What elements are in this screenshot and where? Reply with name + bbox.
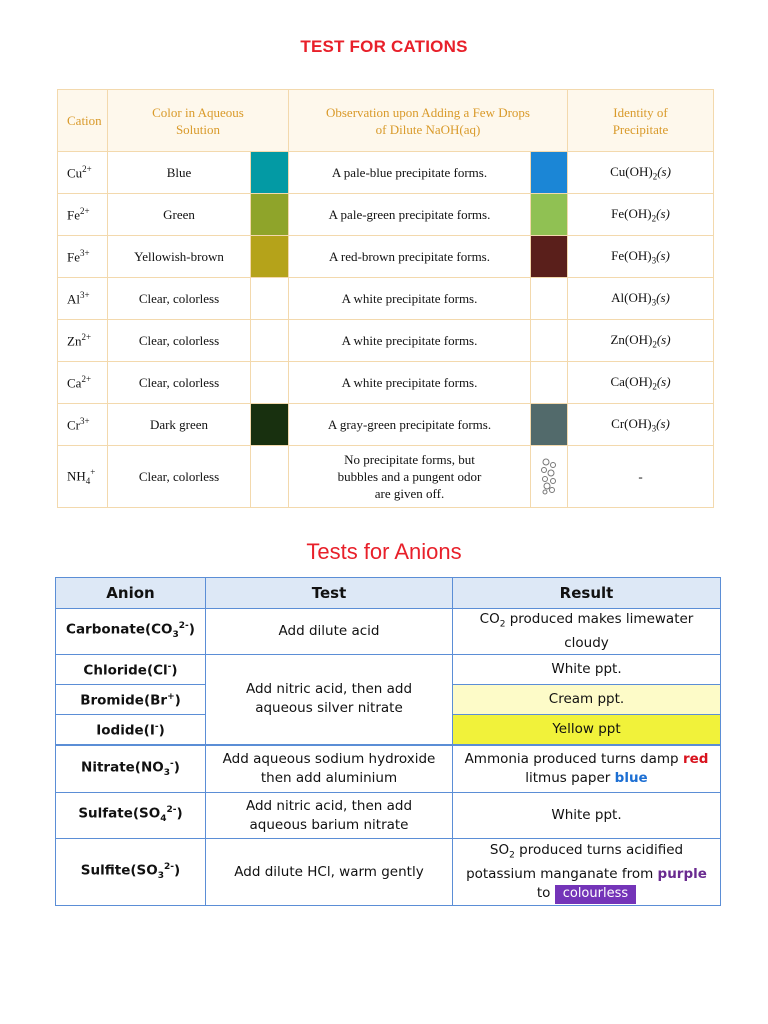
observation-line: bubbles and a pungent odor: [337, 469, 482, 484]
cation-row: [58, 152, 714, 194]
formula-state: (s): [657, 163, 671, 179]
header-color: Color in Aqueous Solution: [108, 90, 289, 152]
observation-text: A white precipitate forms.: [289, 278, 531, 320]
bubble: [548, 470, 554, 476]
anion-test: Add nitric acid, then add aqueous barium nitrate: [206, 793, 453, 839]
cation-row: [58, 278, 714, 320]
anion-name: $Carbonate(CO_3^{2-})$: [56, 609, 206, 655]
bubble: [542, 467, 547, 472]
solution-color-name: Blue: [108, 152, 251, 194]
formula-state: (s): [656, 289, 670, 305]
formula-subscript: 2: [652, 381, 657, 392]
observation-text: A white precipitate forms.: [289, 320, 531, 362]
precipitate-identity: [568, 278, 714, 320]
formula-state: (s): [656, 247, 670, 263]
formula-base: Cr(OH): [611, 415, 652, 431]
formula-base: Al(OH): [611, 289, 652, 305]
solution-color-name: Dark green: [108, 404, 251, 446]
cation-symbol: [58, 404, 108, 446]
ion-charge: 2+: [81, 331, 92, 342]
anion-name: $Nitrate(NO_3^-)$: [56, 745, 206, 793]
ion-symbol: Al: [67, 291, 80, 307]
anions-title: Tests for Anions: [306, 539, 462, 564]
anion-test: Add dilute HCl, warm gently: [206, 839, 453, 906]
observation-text: A white precipitate forms.: [289, 362, 531, 404]
formula-state: (s): [656, 373, 671, 389]
bubble: [543, 490, 547, 494]
cation-symbol: [58, 320, 108, 362]
precipitate-color-swatch: [531, 320, 568, 362]
ion-charge: 2+: [80, 205, 90, 216]
bubble: [543, 476, 548, 481]
formula-state: (s): [656, 415, 670, 431]
formula-state: (s): [656, 331, 671, 347]
precipitate-identity: [568, 404, 714, 446]
precipitate-identity: [568, 320, 714, 362]
anion-result: White ppt.: [453, 793, 721, 839]
observation-text: A pale-green precipitate forms.: [289, 194, 531, 236]
bubble: [551, 462, 556, 467]
bubbles-icon: [538, 458, 560, 496]
bubble: [543, 459, 549, 465]
ion-charge: 3+: [80, 289, 90, 300]
formula-base: Zn(OH): [610, 331, 653, 347]
ion-charge: 3+: [80, 415, 90, 426]
ion-symbol: Fe: [67, 249, 80, 265]
observation-text: [289, 446, 531, 508]
ion-subscript: 4: [85, 475, 91, 486]
anion-test: Add dilute acid: [206, 609, 453, 655]
formula-state: (s): [656, 205, 670, 221]
solution-color-swatch: [251, 320, 289, 362]
solution-color-name: Green: [108, 194, 251, 236]
observation-text: A red-brown precipitate forms.: [289, 236, 531, 278]
cation-symbol: [58, 278, 108, 320]
precipitate-color-swatch: [531, 362, 568, 404]
formula-base: Fe(OH): [611, 205, 652, 221]
formula-base: Cu(OH): [610, 163, 653, 179]
solution-color-swatch: [251, 404, 289, 446]
anion-result: Yellow ppt: [453, 715, 721, 745]
cation-symbol: [58, 446, 108, 508]
anion-result: Cream ppt.: [453, 685, 721, 715]
formula-base: Ca(OH): [610, 373, 653, 389]
cation-row: [58, 446, 714, 508]
solution-color-swatch: [251, 152, 289, 194]
solution-color-name: Clear, colorless: [108, 278, 251, 320]
cation-symbol: [58, 194, 108, 236]
precipitate-identity: [568, 152, 714, 194]
solution-color-swatch: [251, 236, 289, 278]
ion-charge: +: [90, 467, 96, 478]
anions-table: [55, 577, 721, 906]
formula-subscript: 3: [651, 297, 657, 308]
precipitate-color-swatch: [531, 152, 568, 194]
solution-color-name: Clear, colorless: [108, 362, 251, 404]
ion-symbol: NH: [67, 468, 86, 484]
precipitate-color-swatch: [531, 194, 568, 236]
solution-color-swatch: [251, 362, 289, 404]
cations-header-row: [58, 90, 714, 152]
anion-row-nitrate: [56, 745, 721, 793]
anion-result: $SO_2$ produced turns acidified potassium manganate from purple to colourless: [453, 839, 721, 906]
observation-text: A gray-green precipitate forms.: [289, 404, 531, 446]
header-identity: Identity of Precipitate: [568, 90, 714, 152]
header-result: Result: [453, 578, 721, 609]
anion-row-sulfate: [56, 793, 721, 839]
cation-row: [58, 194, 714, 236]
ion-charge: 2+: [81, 373, 92, 384]
solution-color-name: Clear, colorless: [108, 320, 251, 362]
header-test: Test: [206, 578, 453, 609]
anion-name: Iodide(I-): [56, 715, 206, 745]
anion-row-chloride: [56, 655, 721, 685]
ion-symbol: Cu: [67, 165, 83, 181]
solution-color-swatch: [251, 194, 289, 236]
anion-row-carbonate: [56, 609, 721, 655]
anion-test: Add nitric acid, then add aqueous silver nitrate: [206, 655, 453, 745]
anion-name: $Sulfite(SO_3^{2-})$: [56, 839, 206, 906]
anions-header-row: [56, 578, 721, 609]
cation-row: [58, 404, 714, 446]
precipitate-identity: -: [568, 446, 714, 508]
cation-row: [58, 320, 714, 362]
precipitate-color-swatch: [531, 446, 568, 508]
observation-line: No precipitate forms, but: [344, 452, 475, 467]
formula-subscript: 3: [651, 423, 657, 434]
formula-subscript: 2: [651, 213, 657, 224]
anion-name: Bromide(Br+): [56, 685, 206, 715]
cation-symbol: [58, 236, 108, 278]
cation-symbol: [58, 362, 108, 404]
ion-symbol: Cr: [67, 417, 80, 433]
solution-color-name: Clear, colorless: [108, 446, 251, 508]
header-cation: Cation: [58, 90, 108, 152]
bubble: [544, 483, 550, 489]
ion-symbol: Ca: [67, 375, 82, 391]
formula-subscript: 2: [652, 171, 658, 182]
bubble: [550, 487, 555, 492]
precipitate-identity: [568, 362, 714, 404]
solution-color-swatch: [251, 278, 289, 320]
precipitate-color-swatch: [531, 278, 568, 320]
solution-color-swatch: [251, 446, 289, 508]
anion-row-sulfite: [56, 839, 721, 906]
ion-symbol: Fe: [67, 207, 80, 223]
header-observation: Observation upon Adding a Few Drops of Dilute NaOH(aq): [289, 90, 568, 152]
precipitate-identity: [568, 194, 714, 236]
anion-result: White ppt.: [453, 655, 721, 685]
cation-row: [58, 362, 714, 404]
observation-text: A pale-blue precipitate forms.: [289, 152, 531, 194]
formula-subscript: 2: [652, 339, 657, 350]
bubble: [551, 478, 556, 483]
anion-result: $CO_2$ produced makes limewater cloudy: [453, 609, 721, 655]
formula-base: Fe(OH): [611, 247, 652, 263]
cations-title: TEST FOR CATIONS: [300, 37, 468, 56]
anion-name: Chloride(Cl-): [56, 655, 206, 685]
anion-name: $Sulfate(SO_4^{2-})$: [56, 793, 206, 839]
cation-symbol: [58, 152, 108, 194]
precipitate-color-swatch: [531, 236, 568, 278]
colourless-badge: colourless: [555, 885, 636, 904]
ion-symbol: Zn: [67, 333, 82, 349]
ion-charge: 2+: [82, 163, 92, 174]
cations-table: [57, 89, 714, 508]
cation-row: [58, 236, 714, 278]
precipitate-identity: [568, 236, 714, 278]
header-anion: Anion: [56, 578, 206, 609]
formula-subscript: 3: [651, 255, 657, 266]
ion-charge: 3+: [80, 247, 90, 258]
anion-test: Add aqueous sodium hydroxide then add aluminium: [206, 745, 453, 793]
observation-line: are given off.: [374, 486, 445, 501]
precipitate-color-swatch: [531, 404, 568, 446]
solution-color-name: Yellowish-brown: [108, 236, 251, 278]
anion-result: Ammonia produced turns damp red litmus paper blue: [453, 745, 721, 793]
